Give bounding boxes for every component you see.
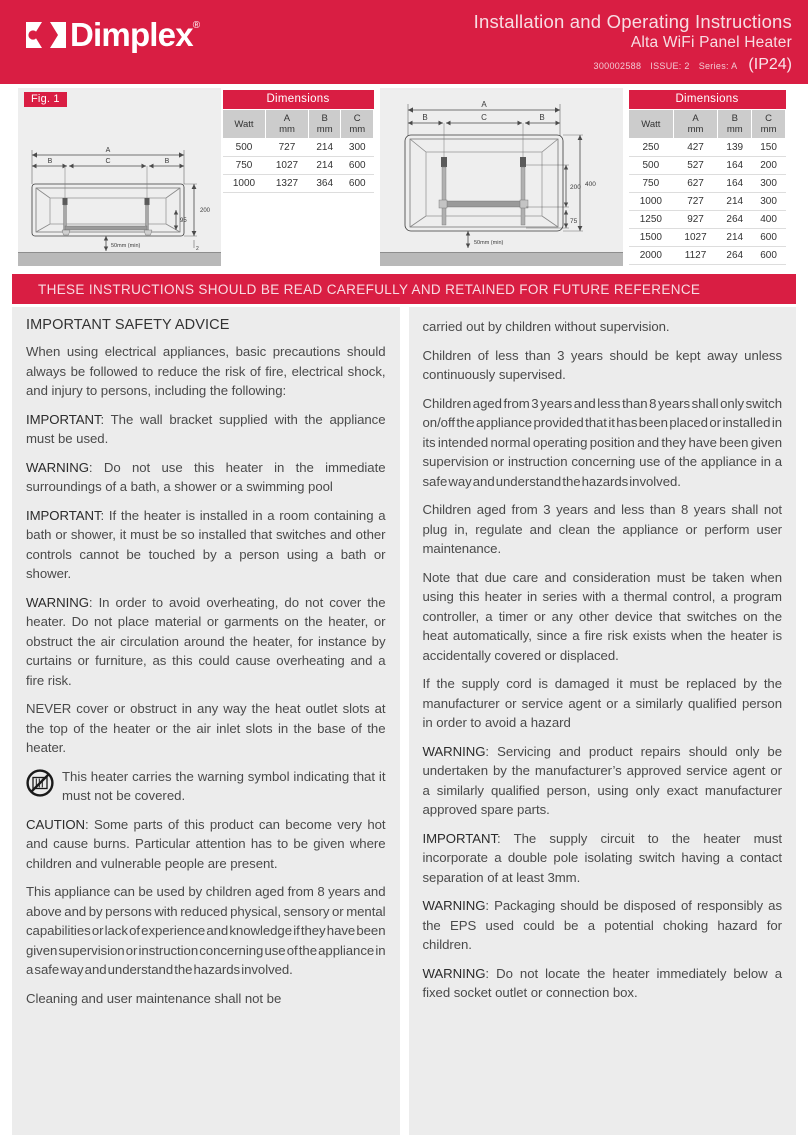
- svg-text:200: 200: [570, 184, 581, 191]
- product-name: Alta WiFi Panel Heater: [630, 34, 792, 51]
- cell-c: 150: [752, 139, 786, 157]
- figure-1-left-diagram: [18, 88, 221, 266]
- paragraph-general-precautions: When using electrical appliances, basic precautions should always be followed to reduce the risk of fire, electrical shock, and injury to persons, including the following:: [26, 344, 386, 398]
- col-header-c: C mm: [341, 110, 374, 139]
- cell-c: 300: [752, 193, 786, 211]
- table-row: [223, 157, 374, 175]
- cell-c: 600: [752, 229, 786, 247]
- col-header-watt: Watt: [223, 110, 266, 139]
- lead-important: IMPORTANT: [422, 830, 498, 846]
- paragraph-children-8-years: This appliance can be used by children aged from 8 years and above and by persons with reduced physical, sensory or mental capabilities or lack of experience and knowledge if they have been given supervision or instruction concerning use of the appliance in a safe way and understand the hazards involved.: [26, 884, 386, 977]
- lead-warning: WARNING: [422, 743, 486, 759]
- lead-warning: WARNING: [26, 459, 89, 475]
- col-header-a: A mm: [265, 110, 308, 139]
- paragraph-children-under-3: Children of less than 3 years should be kept away unless continuously supervised.: [422, 347, 782, 382]
- cell-b: 214: [308, 157, 341, 175]
- col-header-b: B mm: [718, 110, 752, 139]
- section-heading-safety-advice: IMPORTANT SAFETY ADVICE: [26, 317, 230, 333]
- dimplex-logo: [24, 16, 201, 53]
- cell-b: 264: [718, 211, 752, 229]
- brand-name: Dimplex: [70, 16, 193, 53]
- cell-c: 300: [752, 175, 786, 193]
- table-row: [223, 139, 374, 157]
- floor-line: [380, 252, 623, 266]
- cell-watt: 250: [629, 139, 674, 157]
- svg-text:75: 75: [570, 218, 578, 225]
- cell-b: 264: [718, 247, 752, 265]
- paragraph-warning-symbol-text: This heater carries the warning symbol indicating that it must not be covered.: [62, 768, 386, 803]
- cell-watt: 1250: [629, 211, 674, 229]
- svg-text:200: 200: [200, 208, 211, 214]
- cell-watt: 750: [223, 157, 266, 175]
- col-header-watt: Watt: [629, 110, 674, 139]
- cell-watt: 2000: [629, 247, 674, 265]
- cell-watt: 1500: [629, 229, 674, 247]
- figure-label: Fig. 1: [24, 92, 67, 107]
- table-caption: Dimensions: [629, 90, 786, 110]
- lead-important: IMPORTANT: [26, 507, 101, 523]
- svg-text:C: C: [481, 113, 487, 122]
- svg-text:B: B: [164, 158, 170, 165]
- right-text-column: [409, 307, 797, 1135]
- paragraph-supply-cord-damaged: If the supply cord is damaged it must be replaced by the manufacturer or service agent or a similarly qualified person in order to avoid a hazard: [422, 676, 782, 730]
- paragraph-never-obstruct-slots: NEVER cover or obstruct in any way the heat outlet slots at the top of the heater or the air inlet slots in the base of the heater.: [26, 701, 386, 755]
- cell-watt: 500: [629, 157, 674, 175]
- table-row: [629, 175, 786, 193]
- ip-rating-badge: (IP24): [748, 56, 792, 73]
- svg-text:400: 400: [585, 181, 596, 188]
- cell-b: 164: [718, 175, 752, 193]
- lead-important: IMPORTANT: [26, 411, 101, 427]
- cell-b: 364: [308, 175, 341, 193]
- cell-c: 400: [752, 211, 786, 229]
- svg-text:A: A: [481, 100, 487, 109]
- table-row: [629, 211, 786, 229]
- svg-text:A: A: [105, 147, 111, 154]
- lead-warning: WARNING: [26, 594, 89, 610]
- dimplex-bowtie-icon: [24, 20, 68, 50]
- lead-caution: CAUTION: [26, 816, 85, 832]
- header-title-block: [474, 10, 792, 74]
- table-row: [629, 157, 786, 175]
- cell-a: 1127: [673, 247, 718, 265]
- cell-a: 1327: [265, 175, 308, 193]
- paragraph-children-3-to-8-no-plug: Children aged from 3 years and less than 8 years shall not plug in, regulate and clean the appliance or perform user maintenance.: [422, 502, 782, 556]
- table-row: [629, 139, 786, 157]
- dimensions-table-left: [222, 90, 374, 193]
- table-row: [223, 175, 374, 193]
- cell-a: 1027: [265, 157, 308, 175]
- table-row: [629, 247, 786, 265]
- paragraph-bathroom-controls: IMPORTANT: If the heater is installed in a room containing a bath or shower, it must be so installed that switches and other controls cannot be touched by a person using a bath or shower.: [26, 507, 386, 581]
- doc-number: 300002588: [593, 61, 642, 71]
- cell-watt: 1000: [223, 175, 266, 193]
- paragraph-cleaning-maintenance-start: Cleaning and user maintenance shall not be: [26, 990, 282, 1006]
- col-header-b: B mm: [308, 110, 341, 139]
- cell-watt: 1000: [629, 193, 674, 211]
- paragraph-packaging-disposal: WARNING: Packaging should be disposed of responsibly as the EPS used could be a potential choking hazard for children.: [422, 898, 782, 952]
- svg-text:95: 95: [180, 218, 187, 224]
- dimensions-table-right: [628, 90, 786, 265]
- cell-c: 600: [341, 175, 374, 193]
- cell-c: 200: [752, 157, 786, 175]
- lead-warning: WARNING: [422, 965, 486, 981]
- read-carefully-banner: THESE INSTRUCTIONS SHOULD BE READ CAREFULLY AND RETAINED FOR FUTURE REFERENCE: [12, 274, 796, 304]
- document-meta: [474, 56, 792, 74]
- svg-text:B: B: [47, 158, 53, 165]
- table-caption: Dimensions: [223, 90, 374, 110]
- svg-text:B: B: [422, 113, 428, 122]
- table-row: [629, 193, 786, 211]
- floor-line: [18, 252, 221, 266]
- page-header: [0, 0, 808, 84]
- cell-c: 600: [341, 157, 374, 175]
- doc-issue: ISSUE: 2: [650, 61, 690, 71]
- cell-b: 214: [308, 139, 341, 157]
- registered-trademark-icon: ®: [192, 20, 201, 31]
- cell-watt: 750: [629, 175, 674, 193]
- body-columns: [12, 307, 796, 1135]
- paragraph-socket-outlet-location: WARNING: Do not locate the heater immediately below a fixed socket outlet or connection box.: [422, 965, 782, 1000]
- cell-b: 164: [718, 157, 752, 175]
- warning-symbol-block: [26, 767, 386, 806]
- svg-text:50mm (min): 50mm (min): [474, 240, 504, 246]
- col-header-a: A mm: [673, 110, 718, 139]
- svg-text:2: 2: [196, 246, 199, 252]
- cell-a: 727: [673, 193, 718, 211]
- cell-b: 214: [718, 193, 752, 211]
- figure-1-right-diagram: [380, 88, 623, 266]
- do-not-cover-icon: [26, 769, 54, 797]
- cell-c: 300: [341, 139, 374, 157]
- svg-text:B: B: [539, 113, 545, 122]
- paragraph-cleaning-maintenance-end: carried out by children without supervision.: [422, 319, 670, 334]
- paragraph-hot-surfaces: CAUTION: Some parts of this product can become very hot and cause burns. Particular attention has to be given where children and vulnerable people are present.: [26, 816, 386, 871]
- cell-a: 427: [673, 139, 718, 157]
- cell-a: 627: [673, 175, 718, 193]
- paragraph-do-not-cover: WARNING: In order to avoid overheating, do not cover the heater. Do not place material or garments on the heater, or obstruct the air circulation around the heater, for instance by curtains or furniture, as this could cause overheating and a fire risk.: [26, 594, 386, 688]
- cell-a: 727: [265, 139, 308, 157]
- cell-b: 139: [718, 139, 752, 157]
- left-text-column: [12, 307, 400, 1135]
- paragraph-bath-shower-pool: WARNING: Do not use this heater in the immediate surroundings of a bath, a shower or a swimming pool: [26, 459, 386, 494]
- cell-watt: 500: [223, 139, 266, 157]
- document-title: Installation and Operating Instructions: [473, 11, 792, 32]
- lead-warning: WARNING: [422, 898, 486, 913]
- paragraph-children-3-to-8-switch: Children aged from 3 years and less than 8 years shall only switch on/off the appliance provided that it has been placed or installed in its intended normal operating position and they have been given supervision or instruction concerning use of the appliance in a safe way and understand the hazards involved.: [422, 395, 782, 489]
- cell-a: 527: [673, 157, 718, 175]
- svg-text:C: C: [105, 158, 111, 165]
- col-header-c: C mm: [752, 110, 786, 139]
- doc-series: Series: A: [698, 61, 738, 71]
- paragraph-thermal-control-series: Note that due care and consideration must be taken when using this heater in series with a thermal control, a program controller, a timer or any other device that switches on the heat automatically, since a fire risk exists when the heater is accidentally covered or displaced.: [422, 569, 782, 663]
- cell-a: 927: [673, 211, 718, 229]
- cell-c: 600: [752, 247, 786, 265]
- cell-a: 1027: [673, 229, 718, 247]
- svg-text:50mm (min): 50mm (min): [111, 243, 141, 249]
- left-heater-schematic: [18, 88, 221, 266]
- cell-b: 214: [718, 229, 752, 247]
- paragraph-double-pole-switch: IMPORTANT: The supply circuit to the heater must incorporate a double pole isolating switch having a contact separation of at least 3mm.: [422, 830, 782, 885]
- paragraph-wall-bracket: IMPORTANT: The wall bracket supplied with the appliance must be used.: [26, 411, 386, 446]
- right-heater-schematic: [380, 88, 623, 266]
- table-row: [629, 229, 786, 247]
- paragraph-servicing-repairs: WARNING: Servicing and product repairs should only be undertaken by the manufacturer’s approved service agent or a similarly qualified person, using only exact manufacturer approved spare parts.: [422, 743, 782, 817]
